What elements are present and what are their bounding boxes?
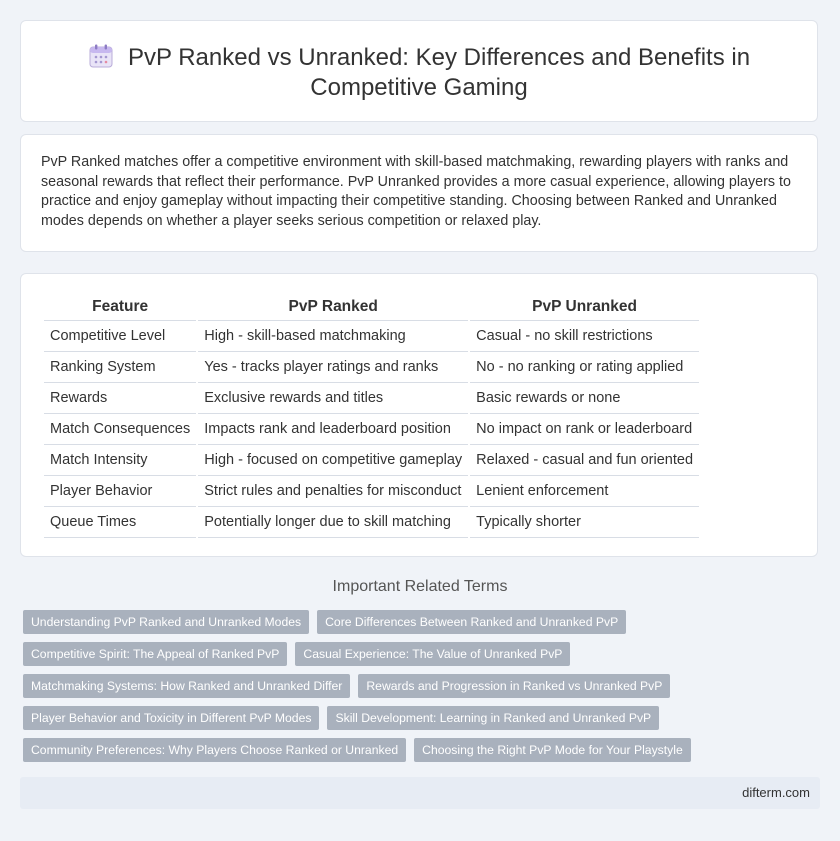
summary-text: PvP Ranked matches offer a competitive environment with skill-based matchmaking, rewarding players with ranks and seasonal rewards that reflect their performance. PvP Unranked provides a more casual experience, allowing players to practice and enjoy gameplay without impacting their competitive standing. Choosing between Ranked and Unranked modes depends on whether a player seeks serious competition or relaxed play. [41, 154, 791, 229]
table-cell: Lenient enforcement [470, 476, 699, 507]
tag-row [23, 706, 813, 730]
tag-row [23, 674, 813, 698]
related-term-link[interactable]: Player Behavior and Toxicity in Different PvP Modes [23, 706, 319, 730]
table-row [44, 476, 699, 507]
table-cell: Exclusive rewards and titles [198, 383, 468, 414]
table-row [44, 507, 699, 538]
related-term-link[interactable]: Choosing the Right PvP Mode for Your Playstyle [414, 738, 691, 762]
table-cell: Player Behavior [44, 476, 196, 507]
summary-card [20, 134, 818, 252]
footer-site-link[interactable]: difterm.com [742, 785, 810, 800]
related-term-link[interactable]: Rewards and Progression in Ranked vs Unranked PvP [358, 674, 670, 698]
table-cell: Queue Times [44, 507, 196, 538]
comparison-table [42, 294, 701, 538]
header-feature: Feature [44, 294, 196, 321]
table-row [44, 352, 699, 383]
table-cell: Potentially longer due to skill matching [198, 507, 468, 538]
table-row [44, 321, 699, 352]
header-card [20, 20, 818, 122]
tag-row [23, 738, 813, 762]
table-cell: Casual - no skill restrictions [470, 321, 699, 352]
table-cell: High - focused on competitive gameplay [198, 445, 468, 476]
comparison-table-card [20, 273, 818, 557]
header-pvp-unranked: PvP Unranked [470, 294, 699, 321]
calendar-icon [88, 43, 114, 69]
table-cell: Strict rules and penalties for misconduct [198, 476, 468, 507]
table-cell: Typically shorter [470, 507, 699, 538]
tag-row [23, 642, 813, 666]
tag-row [23, 610, 813, 634]
table-cell: Basic rewards or none [470, 383, 699, 414]
table-cell: High - skill-based matchmaking [198, 321, 468, 352]
table-cell: Relaxed - casual and fun oriented [470, 445, 699, 476]
related-term-link[interactable]: Casual Experience: The Value of Unranked PvP [295, 642, 570, 666]
related-term-link[interactable]: Matchmaking Systems: How Ranked and Unranked Differ [23, 674, 350, 698]
table-cell: Match Consequences [44, 414, 196, 445]
table-cell: Ranking System [44, 352, 196, 383]
footer [20, 777, 820, 809]
related-term-link[interactable]: Understanding PvP Ranked and Unranked Modes [23, 610, 309, 634]
table-header-row [44, 294, 699, 321]
table-cell: Match Intensity [44, 445, 196, 476]
title-line-2: Competitive Gaming [310, 74, 528, 101]
table-cell: No - no ranking or rating applied [470, 352, 699, 383]
table-row [44, 445, 699, 476]
related-term-link[interactable]: Skill Development: Learning in Ranked and Unranked PvP [327, 706, 659, 730]
related-term-link[interactable]: Competitive Spirit: The Appeal of Ranked PvP [23, 642, 287, 666]
page-title [21, 43, 817, 103]
table-cell: Competitive Level [44, 321, 196, 352]
table-cell: Rewards [44, 383, 196, 414]
related-terms-list [23, 610, 813, 770]
table-cell: Yes - tracks player ratings and ranks [198, 352, 468, 383]
related-term-link[interactable]: Community Preferences: Why Players Choose Ranked or Unranked [23, 738, 406, 762]
table-row [44, 414, 699, 445]
header-pvp-ranked: PvP Ranked [198, 294, 468, 321]
table-cell: No impact on rank or leaderboard [470, 414, 699, 445]
related-terms-title: Important Related Terms [332, 578, 508, 595]
table-cell: Impacts rank and leaderboard position [198, 414, 468, 445]
title-line-1: PvP Ranked vs Unranked: Key Differences and Benefits in [127, 44, 751, 71]
related-term-link[interactable]: Core Differences Between Ranked and Unranked PvP [317, 610, 626, 634]
table-row [44, 383, 699, 414]
